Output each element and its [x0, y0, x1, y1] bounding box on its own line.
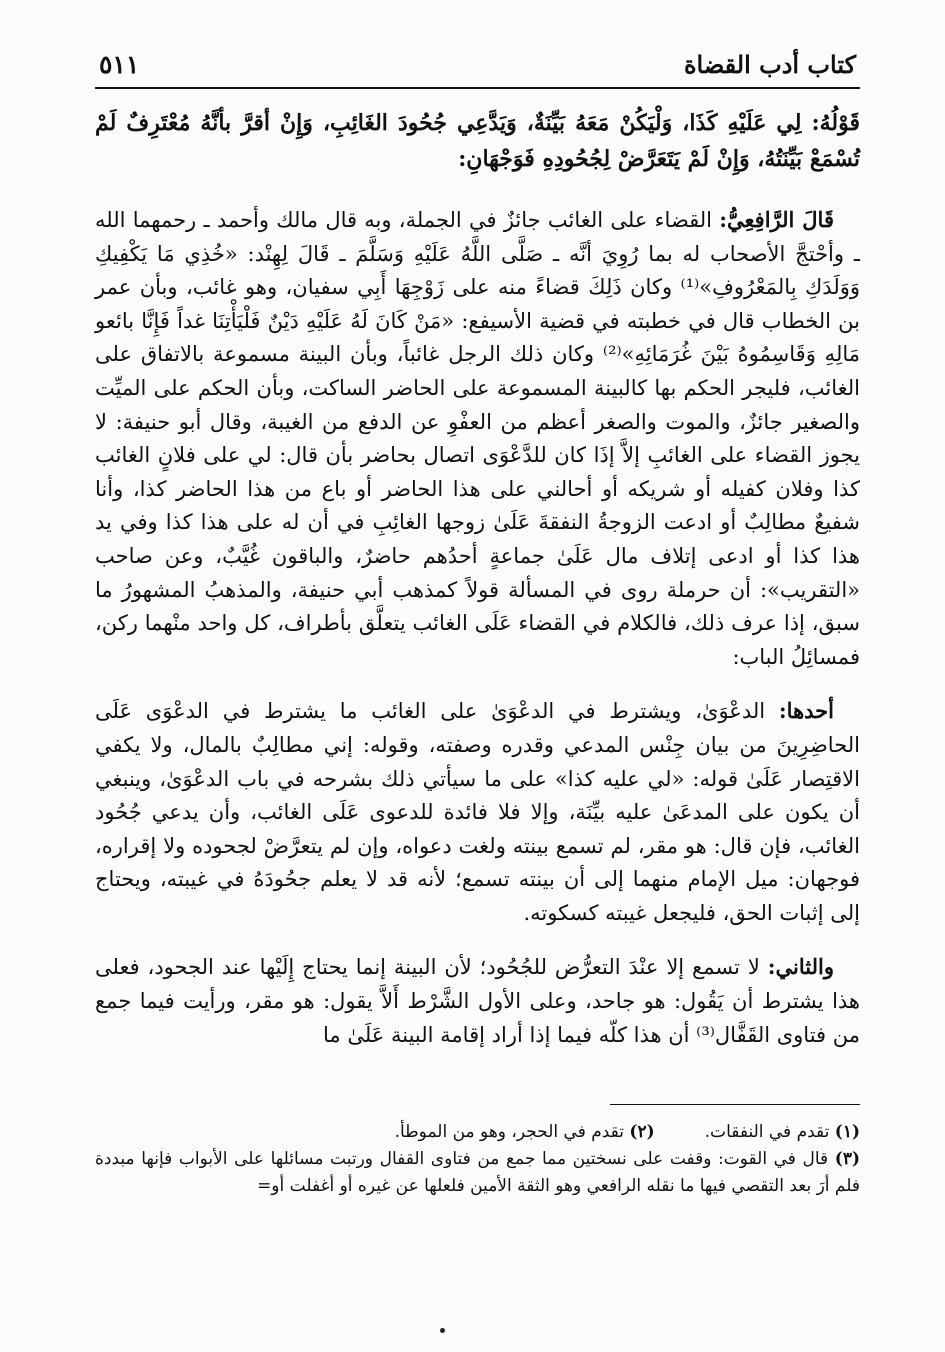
paragraph-body: الدعْوَىٰ، ويشترط في الدعْوَىٰ على الغائب ما يشترط في الدعْوَى عَلَى الحاضِرِينَ من بيان جِنْس المدعي وقدره وصفته، وقوله: إني مطالِبٌ بالمال، ولا يكفي الاقتِصار عَلَىٰ قوله: «لي عليه كذا» على ما سيأتي ذلك بشرحه في باب الدعْوَىٰ، وينبغي أن يكون على المدعَىٰ عليه بيِّنَة، وإلا فلا فائدة للدعوى عَلَى الغائب، وأن يدعي جُحُود الغائب، فإن قال: هو مقر، لم تسمع بينته ولغت دعواه، وإن لم يتعرَّضْ لجحوده ولا إقراره، فوجهان: ميل الإمام منهما إلى أن بينته تسمع؛ لأنه قد لا يعلم جحُودَهُ في غيبته، ويحتاج إلى إثبات الحق، فليجعل غيبته كسكوته.	[95, 699, 860, 925]
footnote-2	[395, 1119, 655, 1146]
footnote-number: (٢)	[629, 1122, 655, 1143]
footnote-separator	[610, 1104, 860, 1105]
book-title: كتاب أدب القضاة	[683, 50, 856, 79]
book-page	[95, 50, 860, 1200]
footnote-number: (٣)	[834, 1149, 861, 1170]
footnote-number: (١)	[834, 1122, 860, 1143]
footnote-row	[95, 1119, 860, 1146]
scan-speck	[440, 1328, 445, 1333]
paragraph-body: لا تسمع إلا عنْدَ التعرُّض للجُحُود؛ لأن البينة إنما يحتاج إِلَيْها عند الجحود، فعلى هذا يشترط أن يَقُول: هو جاحد، وعلى الأول الشَّرْط أَلاَّ يقول: هو مقر، ورأيت فيما جمع من فتاوى القَفَّال⁽³⁾ أن هذا كلّه فيما إذا أراد إقامة البينة عَلَىٰ ما	[95, 955, 860, 1047]
matn-quote: قَوْلُهُ: لِي عَلَيْهِ كَذَا، وَلْيَكُنْ مَعَهُ بَيِّنَةٌ، وَيَدَّعِي جُحُودَ الغَائِبِ، وَإِنْ أقرَّ بأنَّهُ مُعْتَرِفٌ لَمْ تُسْمَعْ بَيِّنَتُهُ، وَإِنْ لَمْ يَتَعَرَّضْ لِجُحُودِهِ فَوَجْهَانِ:	[95, 110, 860, 172]
paragraph-lead: قَالَ الرَّافِعِيُّ:	[719, 207, 834, 232]
running-header	[95, 50, 860, 89]
paragraph-lead: والثاني:	[767, 954, 834, 980]
footnote-text: تقدم في النفقات.	[704, 1122, 830, 1143]
footnote-1	[705, 1119, 860, 1146]
footnote-text: قال في القوت: وقفت على نسختين مما جمع من فتاوى القفال ورتبت مسائلها على الأبواب فإنها مبددة فلم أرَ بعد التقصي فيها ما نقله الرافعي وهو الثقة الأمين فلعلها عن غيره أو أغفلت أو=	[95, 1149, 860, 1197]
footnotes	[95, 1119, 860, 1200]
footnote-text: تقدم في الحجر، وهو من الموطأ.	[394, 1122, 625, 1143]
paragraph-first-issue	[95, 694, 860, 930]
main-text	[95, 105, 860, 1052]
paragraph-lead: أحدها:	[778, 698, 834, 724]
page-number: ٥١١	[99, 50, 140, 79]
paragraph-second-view	[95, 950, 860, 1052]
paragraph-body: القضاء على الغائب جائزٌ في الجملة، وبه قال مالك وأحمد ـ رحمهما الله ـ وأحْتجَّ الأصحاب له بما رُوِيَ أنَّه ـ صَلَّى اللَّهُ عَلَيْهِ وَسَلَّمَ ـ قَالَ لِهِنْد: «خُذِي مَا يَكْفِيكِ وَوَلَدَكِ بِالمَعْرُوفِ»⁽¹⁾ وكان ذَلِكَ قضاءً منه على زَوْجِهَا أَبِي سفيان، وهو غائب، وبأن عمر بن الخطاب قال في خطبته في قضية الأسيفع: «مَنْ كَانَ لَهُ عَلَيْهِ دَيْنٌ فَلْيَأْتِنَا غداً فَإِنَّا بائعو مَالِهِ وَقَاسِمُوهُ بَيْنَ غُرَمَائِهِ»⁽²⁾ وكان ذلك الرجل غائباً، وبأن البينة مسموعة بالاتفاق على الغائب، فليجر الحكم بها كالبينة المسموعة على الحاضر الساكت، وبأن الحكم على الميِّت والصغير جائزٌ، والموت والصغر أعظم من العفْوِ عن الدفع من الغيبة، وقال أبو حنيفة: لا يجوز القضاء على الغائبِ إلاَّ إذَا كان للدَّعْوَى اتصال بحاضر بأن قال: لي على فلانٍ الغائب كذا وفلان كفيله أو شريكه أو أحالني على هذا الحاضر أو باع من هذا الحاضر كذا، وأنا شفيعٌ مطالِبٌ أو ادعت الزوجةُ النفقةَ عَلَىٰ زوجها الغائِبِ في أن له على هذا كذا وفي يد هذا كذا أو ادعى إتلاف مال عَلَىٰ جماعةٍ أحدُهم حاضرٌ، والباقون غُيَّبٌ، وعن صاحب «التقريب»: أن حرملة روى في المسألة قولاً كمذهب أبي حنيفة، والمذهبُ المشهورُ ما سبق، إذا عرف ذلك، فالكلام في القضاء عَلَى الغائب يتعلَّق بأطراف، كل واحد منْهما ركن، فمسائِلُ الباب:	[95, 208, 860, 669]
paragraph-rafii	[95, 203, 860, 674]
footnote-3	[95, 1146, 860, 1200]
